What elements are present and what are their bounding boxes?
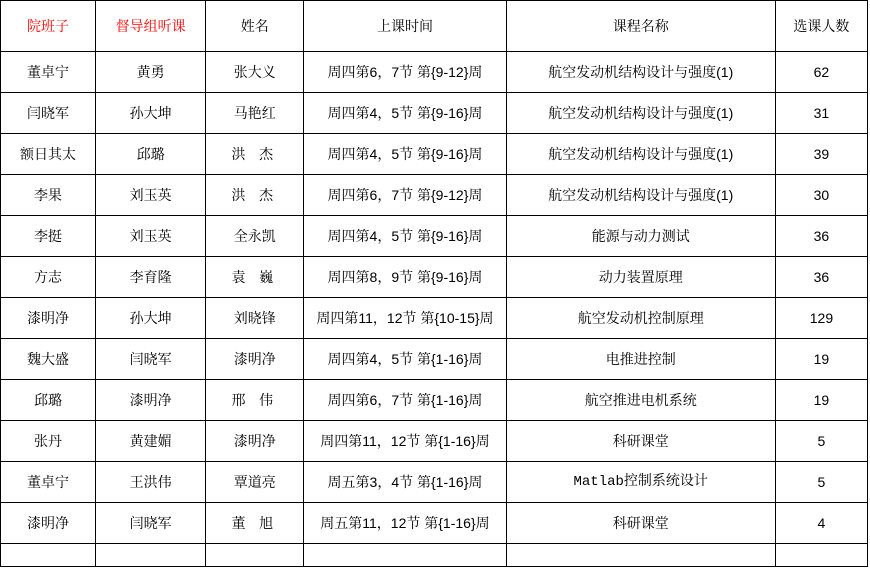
table-row[interactable] — [1, 175, 868, 216]
cell-class-time[interactable]: 周四第8，9节 第{9-16}周 — [304, 257, 506, 298]
cell-course-name[interactable]: 航空发动机结构设计与强度(1) — [506, 52, 775, 93]
cell-supervisor[interactable]: 刘玉英 — [96, 175, 206, 216]
cell-supervisor[interactable]: 孙大坤 — [96, 298, 206, 339]
cell-supervisor[interactable]: 黄勇 — [96, 52, 206, 93]
cell-supervisor[interactable] — [96, 544, 206, 567]
cell-course-name[interactable]: Matlab控制系统设计 — [506, 462, 775, 503]
cell-name[interactable]: 洪 杰 — [206, 175, 304, 216]
table-row[interactable] — [1, 298, 868, 339]
cell-course-name[interactable]: 航空发动机结构设计与强度(1) — [506, 175, 775, 216]
cell-class-time[interactable]: 周四第6，7节 第{1-16}周 — [304, 380, 506, 421]
cell-enrollment[interactable]: 36 — [775, 257, 867, 298]
cell-leader[interactable]: 李挺 — [1, 216, 96, 257]
cell-course-name[interactable]: 科研课堂 — [506, 421, 775, 462]
cell-enrollment[interactable]: 19 — [775, 339, 867, 380]
cell-leader[interactable]: 闫晓军 — [1, 93, 96, 134]
cell-course-name[interactable]: 航空发动机结构设计与强度(1) — [506, 134, 775, 175]
cell-enrollment[interactable]: 39 — [775, 134, 867, 175]
cell-enrollment[interactable]: 5 — [775, 421, 867, 462]
cell-class-time[interactable]: 周四第4，5节 第{9-16}周 — [304, 216, 506, 257]
cell-leader[interactable]: 董卓宁 — [1, 52, 96, 93]
cell-leader[interactable]: 漆明净 — [1, 503, 96, 544]
table-row[interactable] — [1, 134, 868, 175]
cell-enrollment[interactable]: 4 — [775, 503, 867, 544]
cell-course-name[interactable]: 航空发动机控制原理 — [506, 298, 775, 339]
table-row[interactable] — [1, 380, 868, 421]
cell-enrollment[interactable]: 5 — [775, 462, 867, 503]
column-header-leader: 院班子 — [1, 1, 96, 52]
header-row — [1, 1, 868, 52]
cell-class-time[interactable]: 周四第11，12节 第{1-16}周 — [304, 421, 506, 462]
cell-leader[interactable]: 张丹 — [1, 421, 96, 462]
cell-supervisor[interactable]: 刘玉英 — [96, 216, 206, 257]
cell-name[interactable]: 张大义 — [206, 52, 304, 93]
table-body — [1, 52, 868, 567]
cell-leader[interactable]: 方志 — [1, 257, 96, 298]
cell-class-time[interactable]: 周五第11，12节 第{1-16}周 — [304, 503, 506, 544]
table-row[interactable] — [1, 93, 868, 134]
column-header-supervisor: 督导组听课 — [96, 1, 206, 52]
cell-course-name[interactable]: 能源与动力测试 — [506, 216, 775, 257]
table-row[interactable] — [1, 257, 868, 298]
cell-leader[interactable]: 漆明净 — [1, 298, 96, 339]
cell-supervisor[interactable]: 王洪伟 — [96, 462, 206, 503]
cell-name[interactable]: 漆明净 — [206, 339, 304, 380]
cell-class-time[interactable]: 周四第4，5节 第{9-16}周 — [304, 134, 506, 175]
table-row[interactable] — [1, 421, 868, 462]
cell-leader[interactable]: 魏大盛 — [1, 339, 96, 380]
cell-enrollment[interactable]: 30 — [775, 175, 867, 216]
table-row[interactable] — [1, 544, 868, 567]
cell-class-time[interactable]: 周四第6，7节 第{9-12}周 — [304, 52, 506, 93]
cell-name[interactable] — [206, 544, 304, 567]
cell-class-time[interactable]: 周四第6，7节 第{9-12}周 — [304, 175, 506, 216]
cell-enrollment[interactable]: 31 — [775, 93, 867, 134]
cell-class-time[interactable]: 周四第4，5节 第{1-16}周 — [304, 339, 506, 380]
cell-supervisor[interactable]: 李育隆 — [96, 257, 206, 298]
cell-name[interactable]: 覃道亮 — [206, 462, 304, 503]
cell-supervisor[interactable]: 闫晓军 — [96, 503, 206, 544]
cell-leader[interactable]: 董卓宁 — [1, 462, 96, 503]
cell-enrollment[interactable]: 129 — [775, 298, 867, 339]
column-header-class-time: 上课时间 — [304, 1, 506, 52]
cell-name[interactable]: 洪 杰 — [206, 134, 304, 175]
cell-course-name[interactable] — [506, 544, 775, 567]
cell-supervisor[interactable]: 邱璐 — [96, 134, 206, 175]
table-row[interactable] — [1, 503, 868, 544]
cell-course-name[interactable]: 电推进控制 — [506, 339, 775, 380]
cell-leader[interactable]: 邱璐 — [1, 380, 96, 421]
cell-supervisor[interactable]: 漆明净 — [96, 380, 206, 421]
cell-course-name[interactable]: 航空发动机结构设计与强度(1) — [506, 93, 775, 134]
cell-course-name[interactable]: 科研课堂 — [506, 503, 775, 544]
table-row[interactable] — [1, 52, 868, 93]
cell-class-time[interactable]: 周四第11，12节 第{10-15}周 — [304, 298, 506, 339]
cell-enrollment[interactable] — [775, 544, 867, 567]
table-row[interactable] — [1, 462, 868, 503]
cell-leader[interactable]: 额日其太 — [1, 134, 96, 175]
cell-name[interactable]: 袁 巍 — [206, 257, 304, 298]
cell-name[interactable]: 刘晓锋 — [206, 298, 304, 339]
column-header-course-name: 课程名称 — [506, 1, 775, 52]
table-header — [1, 1, 868, 52]
cell-leader[interactable]: 李果 — [1, 175, 96, 216]
table-row[interactable] — [1, 216, 868, 257]
cell-leader[interactable] — [1, 544, 96, 567]
cell-name[interactable]: 邢 伟 — [206, 380, 304, 421]
cell-enrollment[interactable]: 19 — [775, 380, 867, 421]
cell-class-time[interactable]: 周五第3，4节 第{1-16}周 — [304, 462, 506, 503]
cell-supervisor[interactable]: 孙大坤 — [96, 93, 206, 134]
cell-name[interactable]: 董 旭 — [206, 503, 304, 544]
cell-name[interactable]: 马艳红 — [206, 93, 304, 134]
column-header-name: 姓名 — [206, 1, 304, 52]
cell-supervisor[interactable]: 黄建媚 — [96, 421, 206, 462]
cell-class-time[interactable] — [304, 544, 506, 567]
cell-course-name[interactable]: 动力装置原理 — [506, 257, 775, 298]
cell-class-time[interactable]: 周四第4，5节 第{9-16}周 — [304, 93, 506, 134]
cell-enrollment[interactable]: 62 — [775, 52, 867, 93]
cell-supervisor[interactable]: 闫晓军 — [96, 339, 206, 380]
cell-name[interactable]: 漆明净 — [206, 421, 304, 462]
cell-name[interactable]: 全永凯 — [206, 216, 304, 257]
cell-enrollment[interactable]: 36 — [775, 216, 867, 257]
column-header-enrollment: 选课人数 — [775, 1, 867, 52]
table-row[interactable] — [1, 339, 868, 380]
cell-course-name[interactable]: 航空推进电机系统 — [506, 380, 775, 421]
